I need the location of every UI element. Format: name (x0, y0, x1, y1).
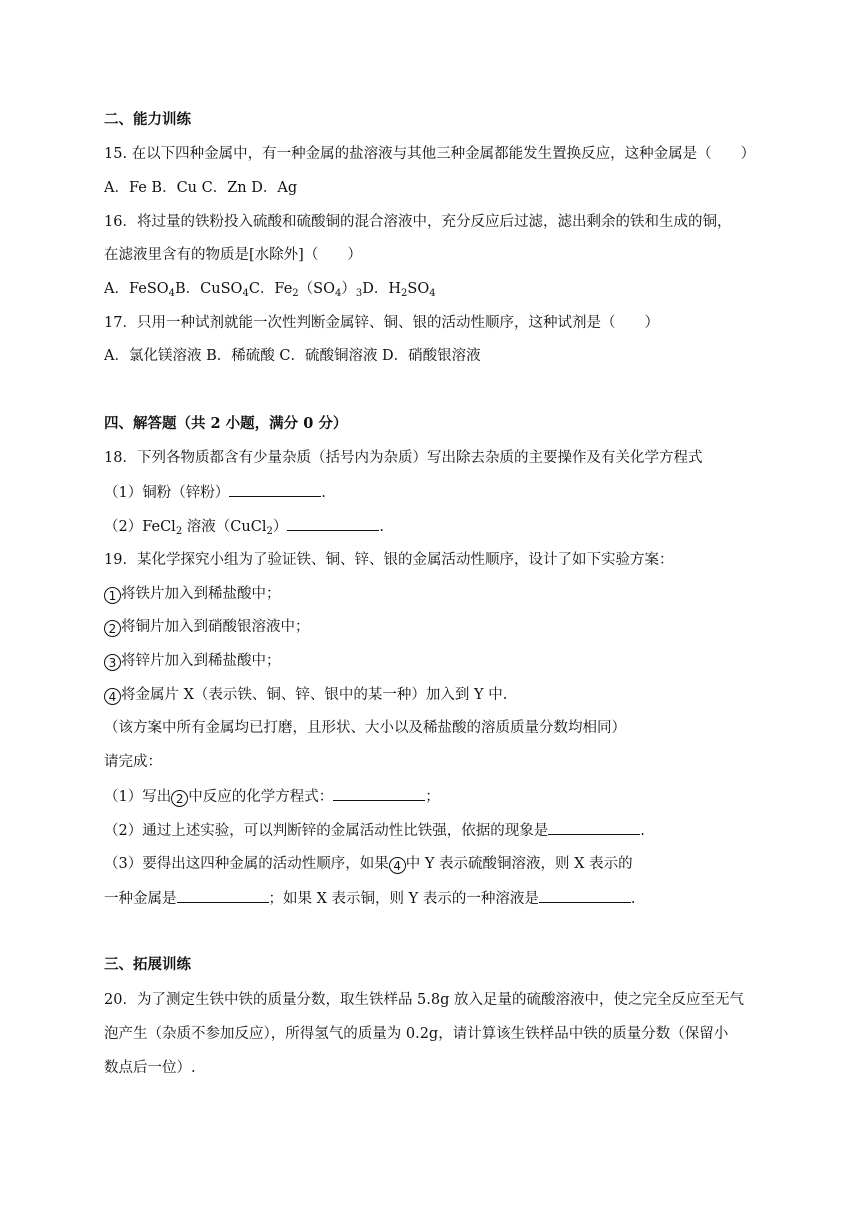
part-label: 一种金属是 (104, 891, 177, 907)
subscript: 4 (334, 288, 342, 299)
part-label: 溶液（CuCl (182, 519, 267, 535)
option-c-part: ） (341, 281, 356, 297)
step-text: 将铜片加入到硝酸银溶液中； (121, 619, 310, 635)
option-a: A．FeSO (104, 281, 169, 297)
subscript: 2 (401, 288, 408, 299)
subscript: 2 (175, 526, 183, 537)
question-18-part2 (104, 516, 384, 537)
part-label: 中 Y 表示硫酸铜溶液，则 X 表示的 (405, 856, 633, 872)
question-19-step4 (104, 685, 507, 705)
question-19-step1 (104, 584, 281, 604)
question-19-note: （该方案中所有金属均已打磨，且形状、大小以及稀盐酸的溶质质量分数均相同） (104, 720, 626, 736)
question-19-step2 (104, 617, 310, 637)
question-16-options (104, 279, 436, 299)
answer-blank[interactable] (548, 820, 640, 835)
question-16-stem-line2: 在滤液里含有的物质是[水除外]（ ） (104, 247, 362, 263)
step-text: 将锌片加入到稀盐酸中； (121, 653, 281, 669)
option-d-part: SO (407, 281, 430, 297)
punctuation: ； (425, 789, 440, 805)
answer-blank[interactable] (287, 516, 379, 531)
question-19-answer1 (104, 786, 440, 807)
subscript: 4 (242, 288, 249, 299)
step-text: 将金属片 X（表示铁、铜、锌、银中的某一种）加入到 Y 中. (121, 687, 508, 703)
question-15-stem: 15. 在以下四种金属中，有一种金属的盐溶液与其他三种金属都能发生置换反应，这种金属是（ ） (104, 146, 756, 162)
answer-blank[interactable] (177, 888, 269, 903)
part-label: 中反应的化学方程式： (188, 789, 334, 805)
question-16-stem-line1: 16．将过量的铁粉投入硫酸和硫酸铜的混合溶液中，充分反应后过滤，滤出剩余的铁和生成的铜， (104, 214, 732, 230)
answer-blank[interactable] (229, 482, 321, 497)
subscript: 4 (429, 288, 436, 299)
option-b: B．CuSO (175, 281, 243, 297)
part-label: ；如果 X 表示铜，则 Y 表示的一种溶液是 (268, 891, 539, 907)
subscript: 2 (266, 526, 273, 537)
section-heading-ability: 二、能力训练 (104, 111, 191, 128)
question-15-options: A．Fe B．Cu C．Zn D．Ag (104, 180, 298, 196)
section-heading-extension: 三、拓展训练 (104, 956, 191, 973)
subscript: 4 (168, 288, 176, 299)
part-label: （1）写出 (104, 789, 172, 805)
punctuation: . (640, 823, 645, 839)
punctuation: . (321, 485, 326, 501)
part-label: ） (272, 519, 288, 535)
subscript: 3 (355, 288, 363, 299)
answer-blank[interactable] (539, 888, 631, 903)
question-19-answer2 (104, 820, 645, 841)
part-label: （2）通过上述实验，可以判断锌的金属活动性比铁强，依据的现象是 (104, 823, 549, 839)
part-label: （3）要得出这四种金属的活动性顺序，如果 (104, 856, 389, 872)
question-17-stem: 17．只用一种试剂就能一次性判断金属锌、铜、银的活动性顺序，这种试剂是（ ） (104, 315, 659, 331)
circled-number: 3 (104, 654, 121, 671)
question-20-line1: 20．为了测定生铁中铁的质量分数，取生铁样品 5.8g 放入足量的硫酸溶液中，使之完全反应至无气 (104, 992, 745, 1008)
circled-number: 2 (171, 790, 188, 807)
option-d: D．H (362, 281, 402, 297)
punctuation: . (630, 891, 636, 907)
option-c: C．Fe (248, 281, 293, 297)
step-text: 将铁片加入到稀盐酸中； (121, 586, 281, 602)
option-c-part: （SO (298, 281, 335, 297)
question-18-part1 (104, 482, 326, 503)
answer-blank[interactable] (333, 786, 425, 801)
circled-number: 2 (104, 620, 121, 637)
question-19-answer3 (104, 854, 633, 874)
question-20-line2: 泡产生（杂质不参加反应），所得氢气的质量为 0.2g，请计算该生铁样品中铁的质量分数（保留小 (104, 1026, 729, 1042)
question-20-line3: 数点后一位）. (104, 1060, 196, 1076)
part-label: （1）铜粉（锌粉） (104, 485, 230, 501)
punctuation: . (379, 519, 384, 535)
circled-number: 4 (104, 688, 121, 705)
circled-number: 1 (104, 587, 121, 604)
question-17-options: A．氯化镁溶液 B．稀硫酸 C．硫酸铜溶液 D．硝酸银溶液 (104, 348, 481, 364)
subscript: 2 (292, 288, 299, 299)
question-19-answer3-cont (104, 888, 635, 909)
question-18-stem: 18．下列各物质都含有少量杂质（括号内为杂质）写出除去杂质的主要操作及有关化学方程式 (104, 450, 703, 466)
question-19-prompt: 请完成： (104, 754, 162, 770)
question-19-stem: 19．某化学探究小组为了验证铁、铜、锌、银的金属活动性顺序，设计了如下实验方案： (104, 552, 674, 568)
circled-number: 4 (389, 857, 406, 874)
question-19-step3 (104, 651, 281, 671)
section-heading-answers: 四、解答题（共 2 小题，满分 0 分） (104, 415, 348, 432)
part-label: （2）FeCl (104, 519, 176, 535)
